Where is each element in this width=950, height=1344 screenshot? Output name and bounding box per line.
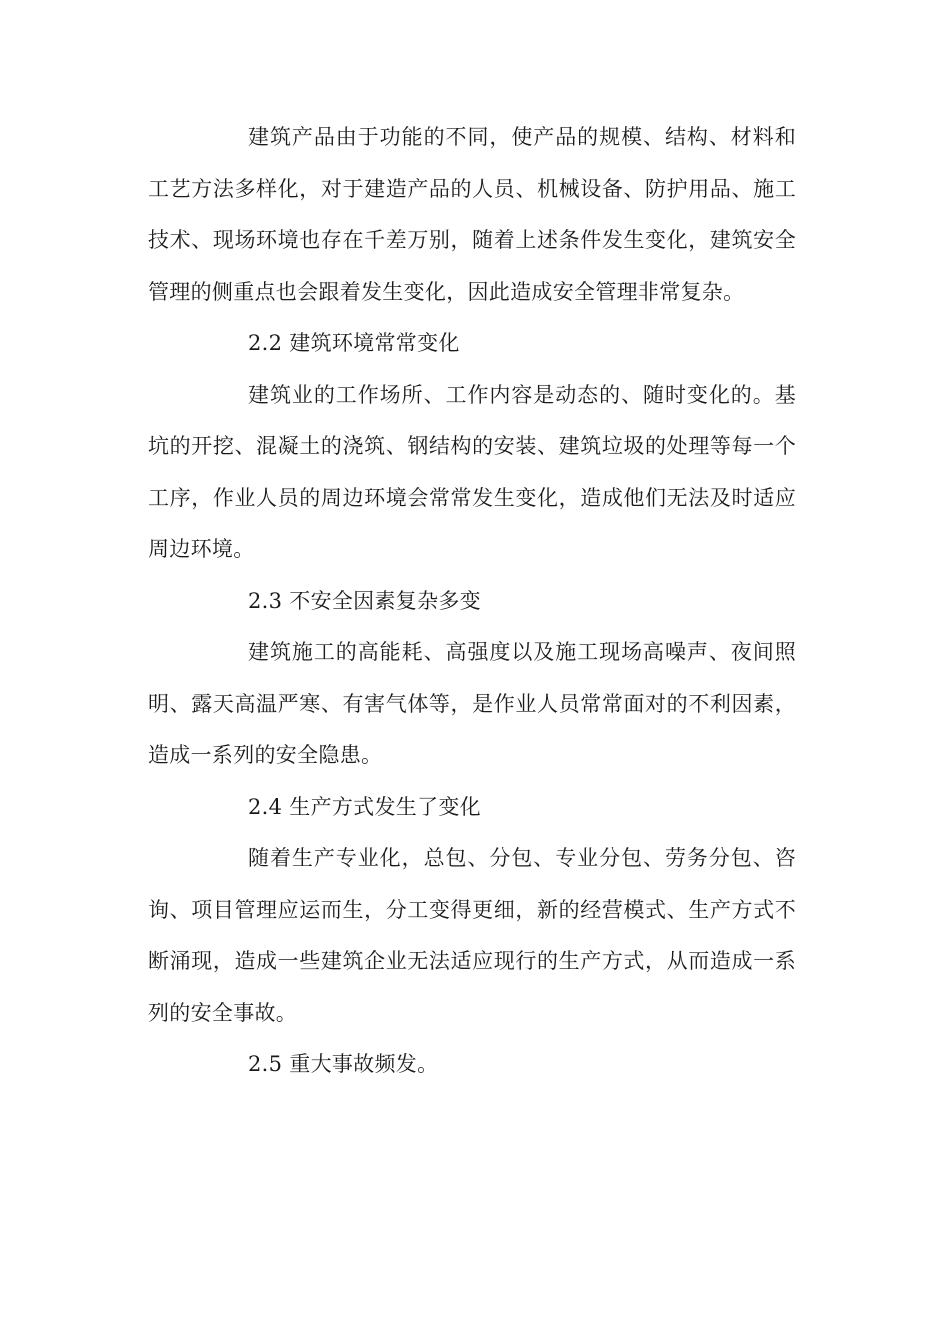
paragraph-product-diversity: 建筑产品由于功能的不同，使产品的规模、结构、材料和工艺方法多样化，对于建造产品的人员、机械设备、防护用品、施工技术、现场环境也存在千差万别，随着上述条件发生变化，建筑安全管理的侧重点也会跟着发生变化，因此造成安全管理非常复杂。	[148, 125, 796, 304]
section-heading-2-2: 2.2 建筑环境常常变化	[248, 331, 460, 355]
paragraph-production-mode: 随着生产专业化，总包、分包、专业分包、劳务分包、咨询、项目管理应运而生，分工变得更细，新的经营模式、生产方式不断涌现，造成一些建筑企业无法适应现行的生产方式，从而造成一系列的安全事故。	[148, 846, 796, 1025]
section-heading-2-5: 2.5 重大事故频发。	[248, 1052, 439, 1076]
paragraph-environment-change: 建筑业的工作场所、工作内容是动态的、随时变化的。基坑的开挖、混凝土的浇筑、钢结构的安装、建筑垃圾的处理等每一个工序，作业人员的周边环境会常常发生变化，造成他们无法及时适应周边环境。	[148, 382, 796, 561]
document-body	[148, 112, 796, 1091]
paragraph-unsafe-factors: 建筑施工的高能耗、高强度以及施工现场高噪声、夜间照明、露天高温严寒、有害气体等，是作业人员常常面对的不利因素，造成一系列的安全隐患。	[148, 640, 796, 767]
section-heading-2-4: 2.4 生产方式发生了变化	[248, 794, 481, 819]
section-heading-2-3: 2.3 不安全因素复杂多变	[248, 588, 481, 613]
